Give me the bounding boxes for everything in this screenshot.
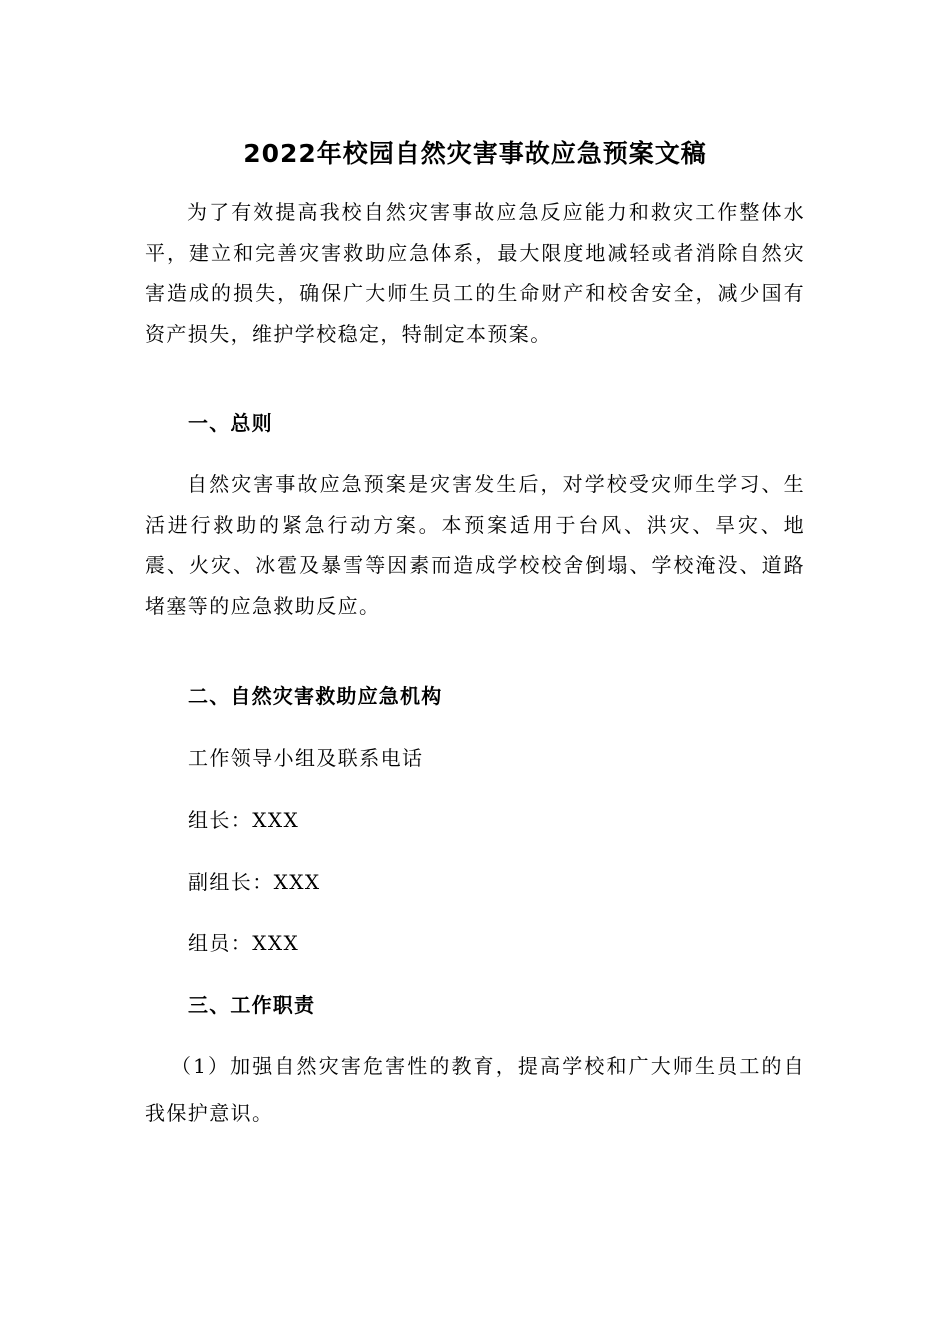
general-paragraph: 自然灾害事故应急预案是灾害发生后，对学校受灾师生学习、生活进行救助的紧急行动方案。本预案适用于台风、洪灾、旱灾、地震、火灾、冰雹及暴雪等因素而造成学校校舍倒塌、学校淹没、道路堵塞等的应急救助反应。	[145, 472, 805, 618]
intro-paragraph: 为了有效提高我校自然灾害事故应急反应能力和救灾工作整体水平，建立和完善灾害救助应急体系，最大限度地减轻或者消除自然灾害造成的损失，确保广大师生员工的生命财产和校舍安全，减少国有资产损失，维护学校稳定，特制定本预案。	[145, 200, 805, 346]
document-title: 2022年校园自然灾害事故应急预案文稿	[243, 139, 707, 168]
section-heading-organization: 二、自然灾害救助应急机构	[188, 684, 443, 708]
deputy-group-leader: 副组长：XXX	[188, 870, 321, 894]
section-heading-duties: 三、工作职责	[188, 993, 316, 1017]
leadership-group-title: 工作领导小组及联系电话	[188, 746, 424, 770]
duty-item-1: （1）加强自然灾害危害性的教育，提高学校和广大师生员工的自我保护意识。	[145, 1054, 805, 1125]
section-heading-general: 一、总则	[188, 411, 273, 435]
group-leader: 组长：XXX	[188, 808, 300, 832]
group-member: 组员：XXX	[188, 931, 300, 955]
